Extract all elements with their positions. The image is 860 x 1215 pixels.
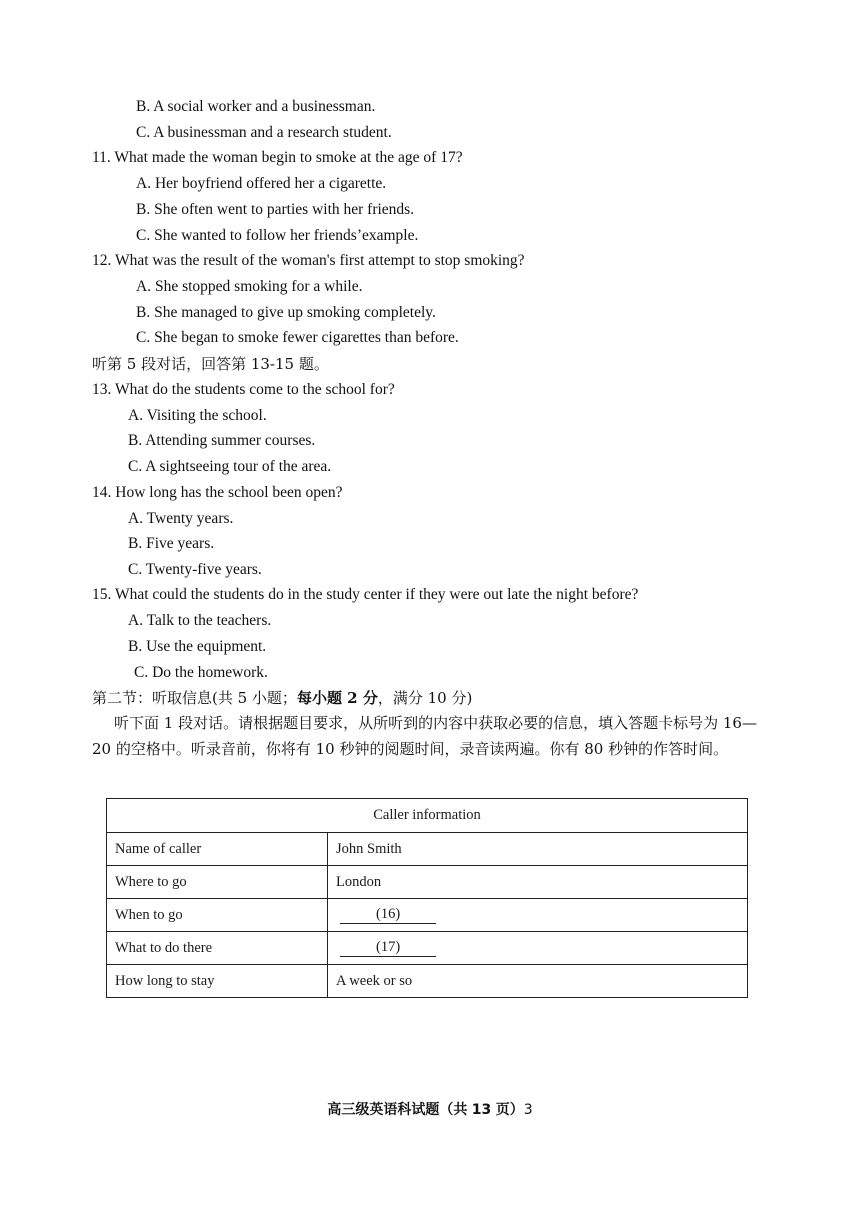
section2-heading [92,688,472,708]
answer-blank-16: (16) [340,906,436,924]
q14-option-a: A. Twenty years. [128,510,234,527]
q13-option-b: B. Attending summer courses. [128,432,316,449]
row-value: John Smith [328,833,748,866]
row-value: A week or so [328,965,748,998]
answer-blank-17: (17) [340,939,436,957]
footer-page-number: 3 [523,1102,533,1118]
caller-information-table [106,798,748,998]
q14-option-b: B. Five years. [128,535,215,552]
footer-page-word: 页） [495,1102,524,1118]
table-title: Caller information [107,799,748,833]
row-label: What to do there [107,932,328,965]
q11-option-b: B. She often went to parties with her friends. [136,201,415,218]
q11-option-c: C. She wanted to follow her friends’example. [136,227,419,244]
q12-stem: 12. What was the result of the woman's first attempt to stop smoking? [92,252,525,269]
row-label: Name of caller [107,833,328,866]
table-row [107,833,748,866]
row-label: Where to go [107,866,328,899]
q12-option-c: C. She began to smoke fewer cigarettes than before. [136,329,459,346]
q11-option-a: A. Her boyfriend offered her a cigarette. [136,175,387,192]
page-footer [0,1099,860,1119]
section2-heading-bold: 每小题 2 分 [296,689,378,707]
q10-option-c: C. A businessman and a research student. [136,124,392,141]
dialogue5-instruction: 听第 5 段对话，回答第 13-15 题。 [92,355,329,373]
table-header-row [107,799,748,833]
q13-option-a: A. Visiting the school. [128,407,267,424]
q15-option-b: B. Use the equipment. [128,638,267,655]
table-row [107,866,748,899]
table-row [107,965,748,998]
q15-option-a: A. Talk to the teachers. [128,612,272,629]
section2-heading-post: ，满分 10 分) [377,689,473,707]
table-row [107,932,748,965]
q12-option-b: B. She managed to give up smoking completely. [136,304,436,321]
row-value: London [328,866,748,899]
q13-stem: 13. What do the students come to the school for? [92,381,395,398]
q14-stem: 14. How long has the school been open? [92,484,343,501]
q13-option-c: C. A sightseeing tour of the area. [128,458,332,475]
row-label: When to go [107,899,328,932]
footer-title: 高三级英语科试题（共 [327,1102,468,1118]
row-value-blank [328,899,748,932]
section2-instructions: 听下面 1 段对话。请根据题目要求，从所听到的内容中获取必要的信息，填入答题卡标号为 16—20 的空格中。听录音前，你将有 10 秒钟的阅题时间，录音读两遍。你有 80 秒钟的作答时间。 [92,714,757,758]
table-row [107,899,748,932]
section2-heading-pre: 第二节：听取信息(共 5 小题； [92,689,297,707]
row-value-blank [328,932,748,965]
q15-stem: 15. What could the students do in the study center if they were out late the night before? [92,586,639,603]
q11-stem: 11. What made the woman begin to smoke at the age of 17? [92,149,463,166]
q10-option-b: B. A social worker and a businessman. [136,98,376,115]
q12-option-a: A. She stopped smoking for a while. [136,278,363,295]
row-label: How long to stay [107,965,328,998]
q14-option-c: C. Twenty-five years. [128,561,262,578]
footer-page-count: 13 [471,1102,492,1118]
q15-option-c: C. Do the homework. [134,664,268,681]
